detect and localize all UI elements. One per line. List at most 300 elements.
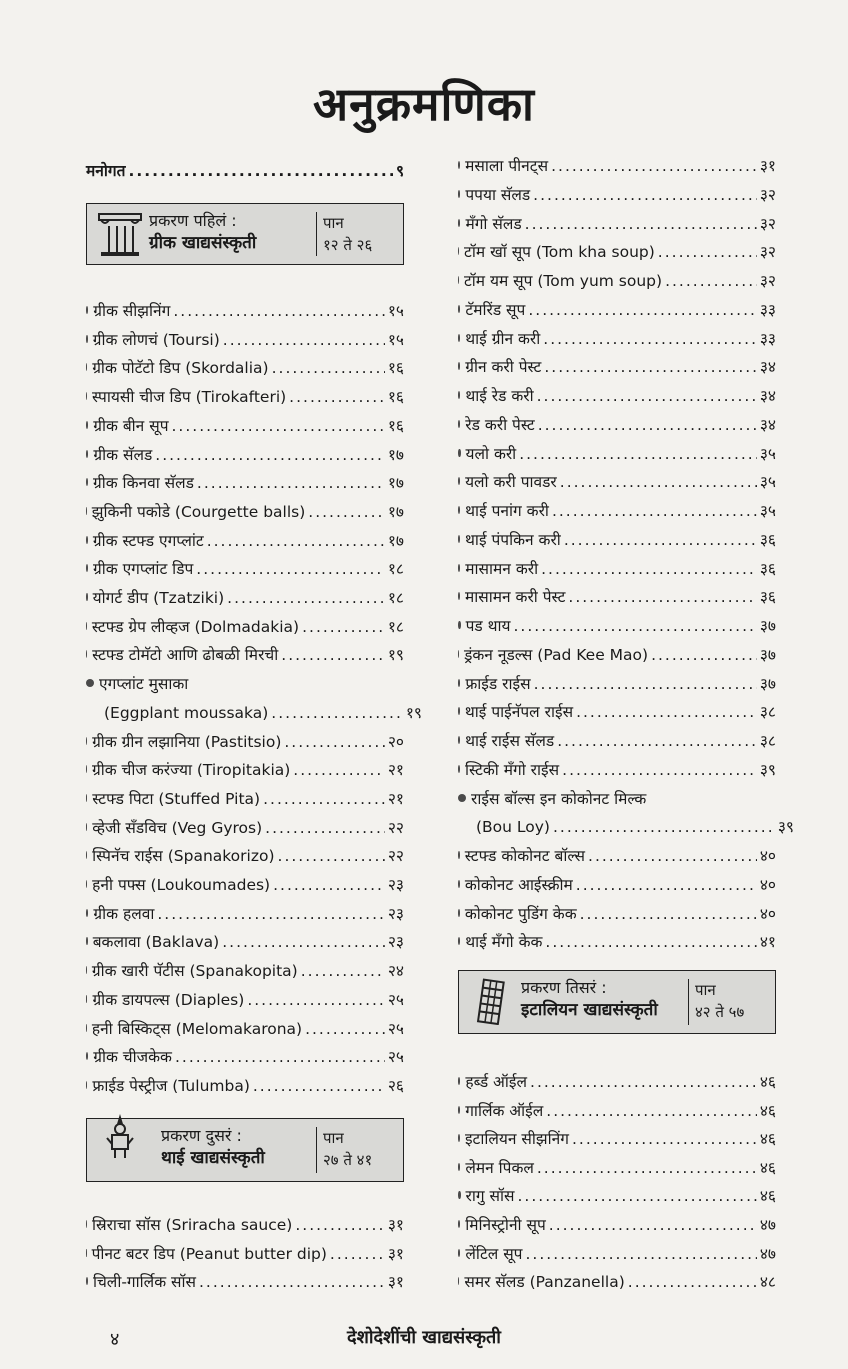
leaning-tower-icon — [469, 977, 515, 1025]
entry-text: ग्रीक चीज करंज्या (Tiropitakia) — [91, 761, 291, 780]
bullet-icon — [458, 1106, 460, 1114]
bullet-icon — [86, 421, 88, 429]
entry-page: ४० — [759, 904, 776, 923]
entry-text: मसाला पीनट्स — [465, 157, 549, 175]
entry-page: २३ — [387, 904, 404, 923]
entry-page: ३६ — [759, 559, 776, 578]
entry-text: स्टफ्ड पिटा (Stuffed Pita) — [92, 789, 261, 808]
toc-entry[interactable] — [458, 155, 776, 177]
toc-entry[interactable] — [458, 299, 776, 321]
entry-page: २१ — [387, 761, 404, 780]
entry-page: १८ — [387, 589, 404, 607]
leader-dots — [301, 960, 385, 982]
page-range: १२ ते २६ — [323, 236, 373, 254]
entry-text: एगप्लांट मुसाका — [99, 675, 189, 694]
toc-entry[interactable] — [458, 558, 776, 580]
entry-text: टॉम यम सूप (Tom yum soup) — [463, 272, 663, 290]
toc-entry[interactable] — [86, 759, 404, 781]
bullet-icon — [458, 420, 460, 428]
page-title: अनुक्रमणिका — [313, 77, 535, 131]
toc-entry[interactable] — [458, 816, 794, 838]
entry-page: ४० — [759, 847, 776, 865]
toc-entry[interactable] — [86, 874, 404, 896]
entry-page: ३५ — [759, 502, 776, 520]
toc-entry[interactable] — [86, 530, 404, 552]
bullet-icon — [458, 679, 460, 687]
leader-dots — [576, 701, 757, 723]
bullet-icon — [458, 305, 460, 313]
toc-entry[interactable] — [86, 903, 404, 925]
leader-dots — [293, 759, 385, 781]
leader-dots — [273, 874, 385, 896]
chapter-title — [149, 210, 256, 254]
entry-text: ग्रीक लोणचं (Toursi) — [92, 330, 220, 349]
bullet-icon — [86, 765, 87, 773]
chapter-header-thai[interactable] — [86, 1118, 404, 1182]
leader-dots — [305, 1018, 385, 1040]
entry-page: १७ — [387, 445, 404, 464]
toc-entry[interactable] — [458, 529, 776, 551]
entry-page: ४६ — [759, 1101, 776, 1120]
toc-entry[interactable] — [458, 385, 776, 407]
leader-dots — [525, 213, 757, 235]
entry-page: ३४ — [759, 415, 776, 434]
entry-text: मासामन करी पेस्ट — [464, 588, 566, 607]
bullet-icon — [458, 247, 459, 255]
entry-text: कोकोनट पुडिंग केक — [464, 904, 577, 923]
toc-entry[interactable] — [458, 414, 776, 436]
entry-page: ४१ — [759, 933, 776, 952]
entry-text: समर सॅलड (Panzanella) — [464, 1273, 625, 1292]
entry-page: २३ — [387, 876, 404, 894]
leader-dots — [564, 529, 757, 551]
bullet-icon — [86, 1249, 87, 1257]
toc-left-column — [86, 0, 422, 1369]
toc-entry[interactable] — [458, 1157, 776, 1179]
bullet-icon — [86, 450, 88, 458]
toc-entry[interactable] — [458, 615, 776, 637]
leader-dots — [519, 443, 757, 465]
bullet-icon — [458, 650, 459, 658]
entry-text: व्हेजी सँडविच (Veg Gyros) — [92, 818, 263, 837]
entry-page: ३९ — [759, 760, 776, 779]
entry-text: कोकोनट आईस्क्रीम — [464, 875, 573, 894]
entry-text: बकलावा (Baklava) — [92, 933, 220, 952]
entry-page: ३८ — [759, 732, 776, 750]
leader-dots — [155, 444, 385, 466]
bullet-icon — [458, 564, 460, 572]
leader-dots — [549, 1214, 757, 1236]
chapter-page-range — [316, 212, 403, 256]
bullet-icon — [86, 995, 87, 1003]
entry-page: १६ — [387, 388, 404, 407]
entry-page: ३१ — [387, 1244, 404, 1263]
entry-page: १६ — [387, 359, 404, 378]
toc-entry[interactable] — [458, 931, 776, 953]
leader-dots — [295, 1214, 385, 1236]
entry-text: रेड करी पेस्ट — [465, 415, 535, 434]
toc-entry[interactable] — [86, 501, 404, 523]
toc-entry[interactable] — [458, 644, 776, 666]
entry-text: इटालियन सीझनिंग — [464, 1130, 569, 1149]
bullet-icon — [458, 707, 460, 715]
entry-text: (Bou Loy) — [476, 818, 550, 837]
bullet-icon — [458, 1220, 460, 1228]
leader-dots — [543, 328, 757, 350]
leader-dots — [263, 788, 385, 810]
toc-entry[interactable] — [458, 874, 776, 896]
entry-text: गार्लिक ऑईल — [465, 1101, 544, 1120]
entry-page: ९ — [395, 162, 404, 180]
leader-dots — [545, 931, 756, 953]
leader-dots — [199, 1271, 385, 1293]
bullet-icon — [458, 334, 460, 342]
entry-text: ग्रीक किनवा सॅलड — [92, 474, 194, 493]
bullet-icon — [86, 737, 87, 745]
entry-text: ग्रीक चीजकेक — [93, 1048, 172, 1067]
leader-dots — [265, 817, 385, 839]
bullet-icon — [458, 190, 460, 198]
toc-entry[interactable] — [86, 673, 404, 695]
toc-entry[interactable] — [458, 184, 776, 206]
bullet-icon — [86, 536, 88, 544]
entry-page: २५ — [387, 990, 404, 1009]
bullet-icon — [458, 1191, 461, 1199]
leader-dots — [534, 673, 757, 695]
entry-text: हर्ब्ड ऑईल — [465, 1073, 528, 1091]
entry-text: रागु सॉस — [465, 1187, 515, 1206]
entry-text: ग्रीन करी पेस्ट — [465, 358, 542, 377]
bullet-icon — [458, 736, 460, 744]
toc-entry[interactable] — [458, 471, 776, 493]
leader-dots — [207, 530, 385, 552]
bullet-icon — [458, 1163, 460, 1171]
toc-entry[interactable] — [458, 1071, 776, 1093]
entry-text: मँगो सॅलड — [465, 214, 522, 233]
toc-entry[interactable] — [458, 845, 776, 867]
entry-page: ४७ — [759, 1216, 776, 1234]
leader-dots — [557, 730, 757, 752]
toc-entry[interactable] — [86, 1271, 404, 1293]
chapter-page-range — [688, 979, 775, 1025]
entry-page: ३८ — [759, 703, 776, 722]
bullet-icon — [458, 161, 460, 169]
entry-text: हनी पफ्स (Loukoumades) — [92, 876, 271, 894]
entry-text: यलो करी पावडर — [465, 473, 557, 492]
entry-page: ३९ — [777, 818, 794, 837]
toc-entry[interactable] — [458, 701, 776, 723]
bullet-icon — [86, 1220, 87, 1228]
bullet-icon — [86, 622, 87, 630]
toc-entry[interactable] — [458, 1271, 776, 1293]
bullet-icon — [458, 1134, 460, 1142]
entry-text: स्टफ्ड ग्रेप लीव्हज (Dolmadakia) — [91, 617, 300, 636]
toc-entry[interactable] — [86, 817, 404, 839]
entry-page: ३२ — [759, 272, 776, 290]
entry-page: १८ — [387, 617, 404, 636]
leader-dots — [128, 160, 392, 182]
toc-entry[interactable] — [86, 1075, 404, 1097]
toc-entry[interactable] — [86, 1018, 404, 1040]
toc-entry[interactable] — [86, 444, 404, 466]
leader-dots — [551, 155, 757, 177]
bullet-icon — [86, 880, 87, 888]
bullet-icon — [86, 564, 88, 572]
entry-text: थाई मँगो केक — [465, 933, 543, 952]
bullet-icon — [86, 593, 88, 601]
bullet-icon — [458, 1277, 459, 1285]
leader-dots — [541, 558, 757, 580]
toc-entry[interactable] — [86, 329, 404, 351]
leader-dots — [552, 500, 757, 522]
entry-text: स्पायसी चीज डिप (Tirokafteri) — [92, 388, 287, 407]
leader-dots — [628, 1271, 757, 1293]
bullet-icon — [458, 362, 460, 370]
entry-text: ग्रीक खारी पॅटीस (Spanakopita) — [91, 962, 298, 981]
bullet-icon — [458, 506, 460, 514]
leader-dots — [525, 1243, 756, 1265]
toc-entry[interactable] — [458, 1128, 776, 1150]
leader-dots — [658, 241, 757, 263]
toc-entry-manogat[interactable] — [86, 160, 404, 182]
toc-entry[interactable] — [86, 587, 404, 609]
bullet-icon — [458, 391, 460, 399]
entry-text: फ्राईड पेस्ट्रीज (Tulumba) — [92, 1076, 250, 1095]
toc-entry[interactable] — [458, 1185, 776, 1207]
toc-entry[interactable] — [458, 1100, 776, 1122]
entry-page: ३५ — [759, 444, 776, 463]
entry-page: १८ — [387, 560, 404, 579]
entry-text: मिनिस्ट्रोनी सूप — [465, 1216, 546, 1234]
toc-entry[interactable] — [86, 989, 404, 1011]
entry-text: ग्रीक बीन सूप — [93, 416, 169, 435]
entry-page: २५ — [387, 1048, 404, 1067]
toc-entry[interactable] — [458, 759, 776, 781]
bullet-icon — [458, 794, 466, 802]
leader-dots — [665, 270, 757, 292]
toc-entry[interactable] — [86, 702, 422, 724]
bullet-icon — [86, 937, 88, 945]
toc-entry[interactable] — [86, 616, 404, 638]
leader-dots — [528, 299, 757, 321]
entry-text: थाई राईस सॅलड — [465, 732, 555, 750]
leader-dots — [253, 1075, 385, 1097]
entry-text: हनी बिस्किट्स (Melomakarona) — [91, 1019, 303, 1038]
leader-dots — [544, 356, 757, 378]
entry-text: स्टफ्ड टोमॅटो आणि ढोबळी मिरची — [92, 646, 279, 665]
toc-entry[interactable] — [458, 1243, 776, 1265]
toc-entry[interactable] — [458, 356, 776, 378]
toc-entry[interactable] — [86, 931, 404, 953]
entry-page: ४६ — [759, 1158, 776, 1177]
bullet-icon — [458, 219, 460, 227]
bullet-icon — [458, 276, 459, 284]
bullet-icon — [458, 765, 460, 773]
leader-dots — [175, 1046, 385, 1068]
toc-entry[interactable] — [86, 1046, 404, 1068]
leader-dots — [173, 300, 385, 322]
entry-page: ३३ — [759, 300, 776, 319]
toc-entry[interactable] — [86, 357, 404, 379]
entry-page: १७ — [387, 474, 404, 493]
page-label: पान — [323, 214, 344, 232]
bullet-icon — [458, 1077, 460, 1085]
chapter-label: प्रकरण दुसरं : — [161, 1126, 242, 1145]
bullet-icon — [458, 477, 460, 485]
bullet-icon — [86, 679, 94, 687]
entry-page: २२ — [387, 847, 404, 866]
entry-page: ३१ — [759, 157, 776, 175]
toc-entry[interactable] — [86, 960, 404, 982]
entry-page: १५ — [387, 302, 404, 320]
entry-text: झुकिनी पकोडे (Courgette balls) — [91, 502, 306, 521]
entry-page: ३७ — [759, 674, 776, 693]
chapter-name: इटालियन खाद्यसंस्कृती — [521, 1000, 658, 1020]
toc-entry[interactable] — [458, 730, 776, 752]
toc-entry[interactable] — [86, 1243, 404, 1265]
leader-dots — [651, 644, 757, 666]
entry-text: टॉम खॉ सूप (Tom kha soup) — [464, 243, 655, 262]
entry-page: १७ — [387, 502, 404, 521]
toc-entry[interactable] — [86, 788, 404, 810]
bullet-icon — [458, 449, 461, 457]
chapter-header-italian[interactable] — [458, 970, 776, 1034]
bullet-icon — [458, 621, 461, 629]
bullet-icon — [458, 535, 460, 543]
bullet-icon — [86, 909, 88, 917]
leader-dots — [546, 1100, 757, 1122]
entry-page: २४ — [387, 962, 404, 981]
bullet-icon — [86, 335, 88, 343]
leader-dots — [568, 586, 756, 608]
entry-text: पीनट बटर डिप (Peanut butter dip) — [91, 1244, 327, 1263]
toc-entry[interactable] — [458, 443, 776, 465]
entry-text: (Eggplant moussaka) — [104, 703, 269, 722]
leader-dots — [172, 415, 385, 437]
toc-entry[interactable] — [458, 903, 776, 925]
entry-text: ग्रीक हलवा — [93, 904, 155, 923]
leader-dots — [560, 471, 757, 493]
book-title: देशोदेशींची खाद्यसंस्कृती — [347, 1327, 501, 1348]
toc-entry[interactable] — [458, 788, 776, 810]
bullet-icon — [86, 650, 87, 658]
toc-entry[interactable] — [458, 586, 776, 608]
entry-text: ग्रीक डायपल्स (Diaples) — [92, 990, 245, 1009]
chapter-header-greek[interactable] — [86, 203, 404, 265]
entry-page: ४० — [759, 875, 776, 894]
bullet-icon — [86, 794, 87, 802]
entry-text: थाई पनांग करी — [465, 502, 549, 520]
leader-dots — [537, 1157, 757, 1179]
entry-text: थाई रेड करी — [465, 387, 534, 405]
entry-text: स्टिकी मँगो राईस — [465, 760, 560, 779]
toc-entry[interactable] — [458, 270, 776, 292]
entry-text: पपया सॅलड — [465, 185, 531, 204]
toc-entry[interactable] — [458, 673, 776, 695]
entry-text: यलो करी — [465, 444, 517, 463]
leader-dots — [576, 874, 757, 896]
toc-entry[interactable] — [86, 472, 404, 494]
entry-text: ग्रीक पोटॅटो डिप (Skordalia) — [92, 359, 269, 378]
leader-dots — [514, 615, 757, 637]
entry-page: ४६ — [759, 1073, 776, 1091]
leader-dots — [281, 644, 385, 666]
entry-page: २३ — [387, 933, 404, 952]
leader-dots — [227, 587, 385, 609]
greek-column-icon — [97, 210, 143, 258]
entry-page: १७ — [387, 531, 404, 550]
toc-entry[interactable] — [86, 386, 404, 408]
entry-text: ड्रंकन नूडल्स (Pad Kee Mao) — [464, 645, 649, 664]
toc-entry[interactable] — [86, 1214, 404, 1236]
chapter-name: थाई खाद्यसंस्कृती — [161, 1148, 265, 1168]
leader-dots — [553, 816, 775, 838]
page-number: ४ — [110, 1329, 120, 1350]
toc-entry[interactable] — [86, 731, 404, 753]
bullet-icon — [86, 851, 87, 859]
entry-page: ३२ — [759, 185, 776, 204]
bullet-icon — [86, 1052, 88, 1060]
toc-entry[interactable] — [458, 241, 776, 263]
leader-dots — [223, 329, 385, 351]
toc-entry[interactable] — [458, 1214, 776, 1236]
bullet-icon — [86, 823, 87, 831]
toc-entry[interactable] — [458, 328, 776, 350]
entry-page: २१ — [387, 789, 404, 808]
entry-text: स्टफ्ड कोकोनट बॉल्स — [464, 847, 586, 865]
leader-dots — [530, 1071, 757, 1093]
toc-entry[interactable] — [458, 213, 776, 235]
entry-page: २५ — [387, 1019, 404, 1038]
entry-page: ३६ — [759, 530, 776, 549]
leader-dots — [562, 759, 757, 781]
entry-page: ४६ — [759, 1187, 776, 1206]
page-label: पान — [323, 1129, 344, 1147]
entry-text: राईस बॉल्स इन कोकोनट मिल्क — [471, 789, 647, 808]
entry-text: ग्रीक ग्रीन लझानिया (Pastitsio) — [92, 732, 282, 751]
chapter-label: प्रकरण तिसरं : — [521, 978, 607, 997]
leader-dots — [330, 1243, 385, 1265]
bullet-icon — [86, 363, 87, 371]
leader-dots — [197, 472, 385, 494]
entry-text: ग्रीक एगप्लांट डिप — [92, 560, 194, 579]
leader-dots — [588, 845, 757, 867]
leader-dots — [278, 845, 385, 867]
thai-guardian-icon — [97, 1101, 143, 1171]
leader-dots — [272, 357, 385, 379]
entry-text: थाई ग्रीन करी — [465, 329, 541, 348]
leader-dots — [157, 903, 385, 925]
toc-entry[interactable] — [86, 300, 404, 322]
leader-dots — [518, 1185, 757, 1207]
page-label: पान — [695, 981, 716, 999]
toc-entry[interactable] — [86, 644, 404, 666]
toc-entry[interactable] — [86, 845, 404, 867]
entry-page: २२ — [387, 818, 404, 837]
entry-page: ३४ — [759, 358, 776, 377]
toc-entry[interactable] — [86, 415, 404, 437]
leader-dots — [538, 414, 757, 436]
leader-dots — [247, 989, 385, 1011]
entry-page: १५ — [387, 330, 404, 349]
bullet-icon — [86, 306, 88, 314]
toc-right-column — [458, 0, 794, 1369]
entry-page: ४७ — [759, 1244, 776, 1263]
entry-page: ३३ — [759, 329, 776, 348]
toc-entry[interactable] — [458, 500, 776, 522]
entry-text: ग्रीक सीझनिंग — [93, 302, 171, 320]
toc-entry[interactable] — [86, 558, 404, 580]
